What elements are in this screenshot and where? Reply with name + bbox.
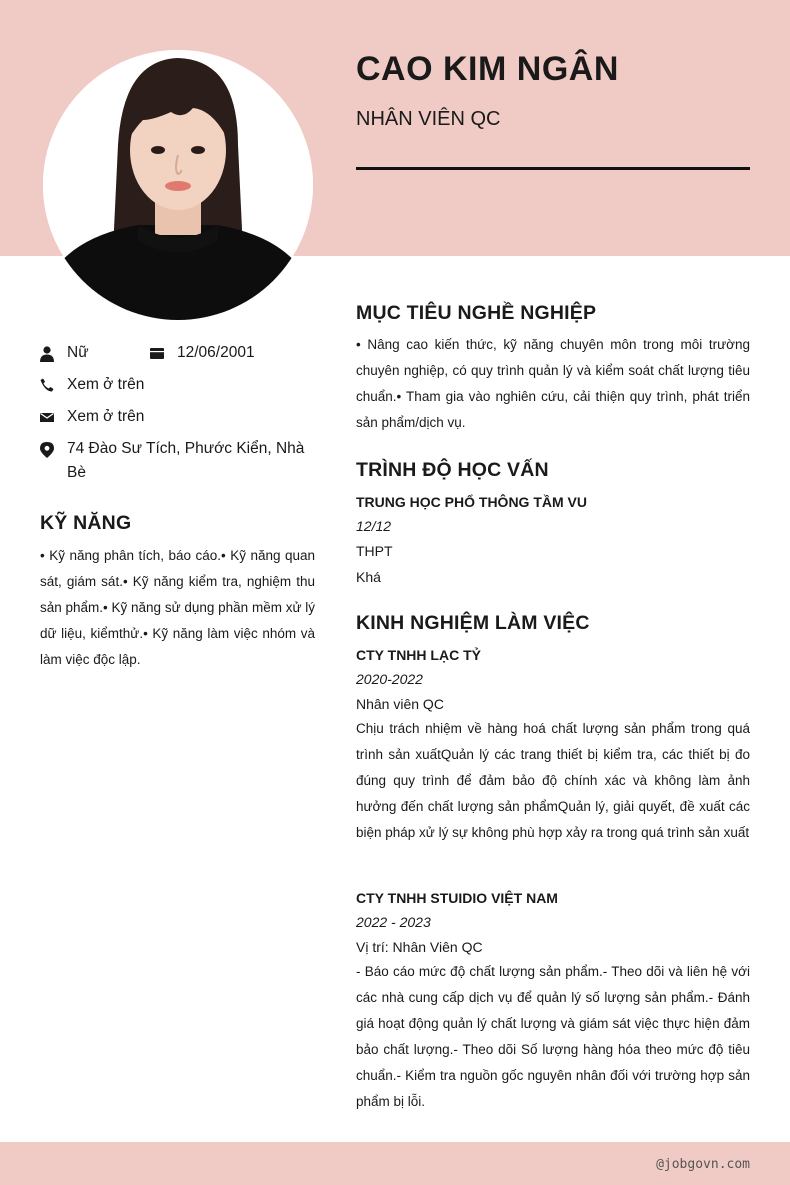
job-company: CTY TNHH STUIDIO VIỆT NAM <box>356 890 558 906</box>
job-description: - Báo cáo mức độ chất lượng sản phẩm.- Theo dõi và liên hệ với các nhà cung cấp dịch vụ để quản lý số lượng sản phẩm.- Đánh giá hoạt động quản lý chất lượng và giám sát việc thực hiện đảm bảo chất lượng.- Theo dõi Số lượng hàng hóa theo mức độ tiêu chuẩn.- Kiểm tra nguồn gốc nguyên nhân đối với trường hợp sản phẩm bị lỗi. <box>356 964 750 1109</box>
email-value: Xem ở trên <box>67 408 145 425</box>
job-period: 2020-2022 <box>356 671 423 687</box>
person-icon <box>40 346 54 360</box>
phone-row <box>40 373 144 397</box>
address-value: 74 Đào Sư Tích, Phước Kiển, Nhà Bè <box>67 440 305 481</box>
calendar-icon <box>150 346 164 360</box>
education-grade: Khá <box>356 569 381 585</box>
job-period: 2022 - 2023 <box>356 914 431 930</box>
header-divider <box>356 167 750 170</box>
job-title: NHÂN VIÊN QC <box>356 108 501 130</box>
mail-icon <box>40 410 54 424</box>
job-role: Nhân viên QC <box>356 696 444 712</box>
objective-text: • Nâng cao kiến thức, kỹ năng chuyên môn trong môi trường chuyên nghiệp, có quy trình quản lý và kiểm soát chất lượng tiêu chuẩn.• Tham gia vào nghiên cứu, cải thiện quy trình, phát triển sản phẩm/dịch vụ. <box>356 337 750 430</box>
phone-icon <box>40 378 54 392</box>
birthdate-row <box>150 341 255 365</box>
phone-value: Xem ở trên <box>67 376 145 393</box>
education-heading: TRÌNH ĐỘ HỌC VẤN <box>356 459 549 481</box>
skills-text: • Kỹ năng phân tích, báo cáo.• Kỹ năng quan sát, giám sát.• Kỹ năng kiểm tra, nghiệm thu sản phẩm.• Kỹ năng sử dụng phần mềm xử lý dữ liệu, kiểmthử.• Kỹ năng làm việc nhóm và làm việc độc lập. <box>40 548 315 667</box>
candidate-name: CAO KIM NGÂN <box>356 50 619 88</box>
profile-photo <box>43 50 313 320</box>
email-row <box>40 405 144 429</box>
job-company: CTY TNHH LẠC TỶ <box>356 647 481 663</box>
gender-row <box>40 341 89 365</box>
education-period: 12/12 <box>356 518 392 534</box>
skills-heading: KỸ NĂNG <box>40 512 132 534</box>
education-degree: THPT <box>356 543 393 559</box>
objective-heading: MỤC TIÊU NGHỀ NGHIỆP <box>356 302 597 324</box>
job-role: Vị trí: Nhân Viên QC <box>356 939 483 955</box>
footer-brand: @jobgovn.com <box>656 1157 750 1172</box>
address-row <box>40 437 315 485</box>
birthdate-value: 12/06/2001 <box>177 344 255 361</box>
gender-value: Nữ <box>67 344 89 361</box>
job-description: Chịu trách nhiệm về hàng hoá chất lượng sản phẩm trong quá trình sản xuấtQuản lý các trang thiết bị kiểm tra, các thiết bị đo đúng quy trình để đảm bảo độ chính xác và không làm ảnh hưởng đến chất lượng sản phẩmQuản lý, giải quyết, đề xuất các biện pháp xử lý sự không phù hợp xảy ra trong quá trình sản xuất <box>356 721 750 840</box>
experience-heading: KINH NGHIỆM LÀM VIỆC <box>356 612 590 634</box>
school-name: TRUNG HỌC PHỔ THÔNG TẦM VU <box>356 494 587 510</box>
location-pin-icon <box>40 442 54 456</box>
